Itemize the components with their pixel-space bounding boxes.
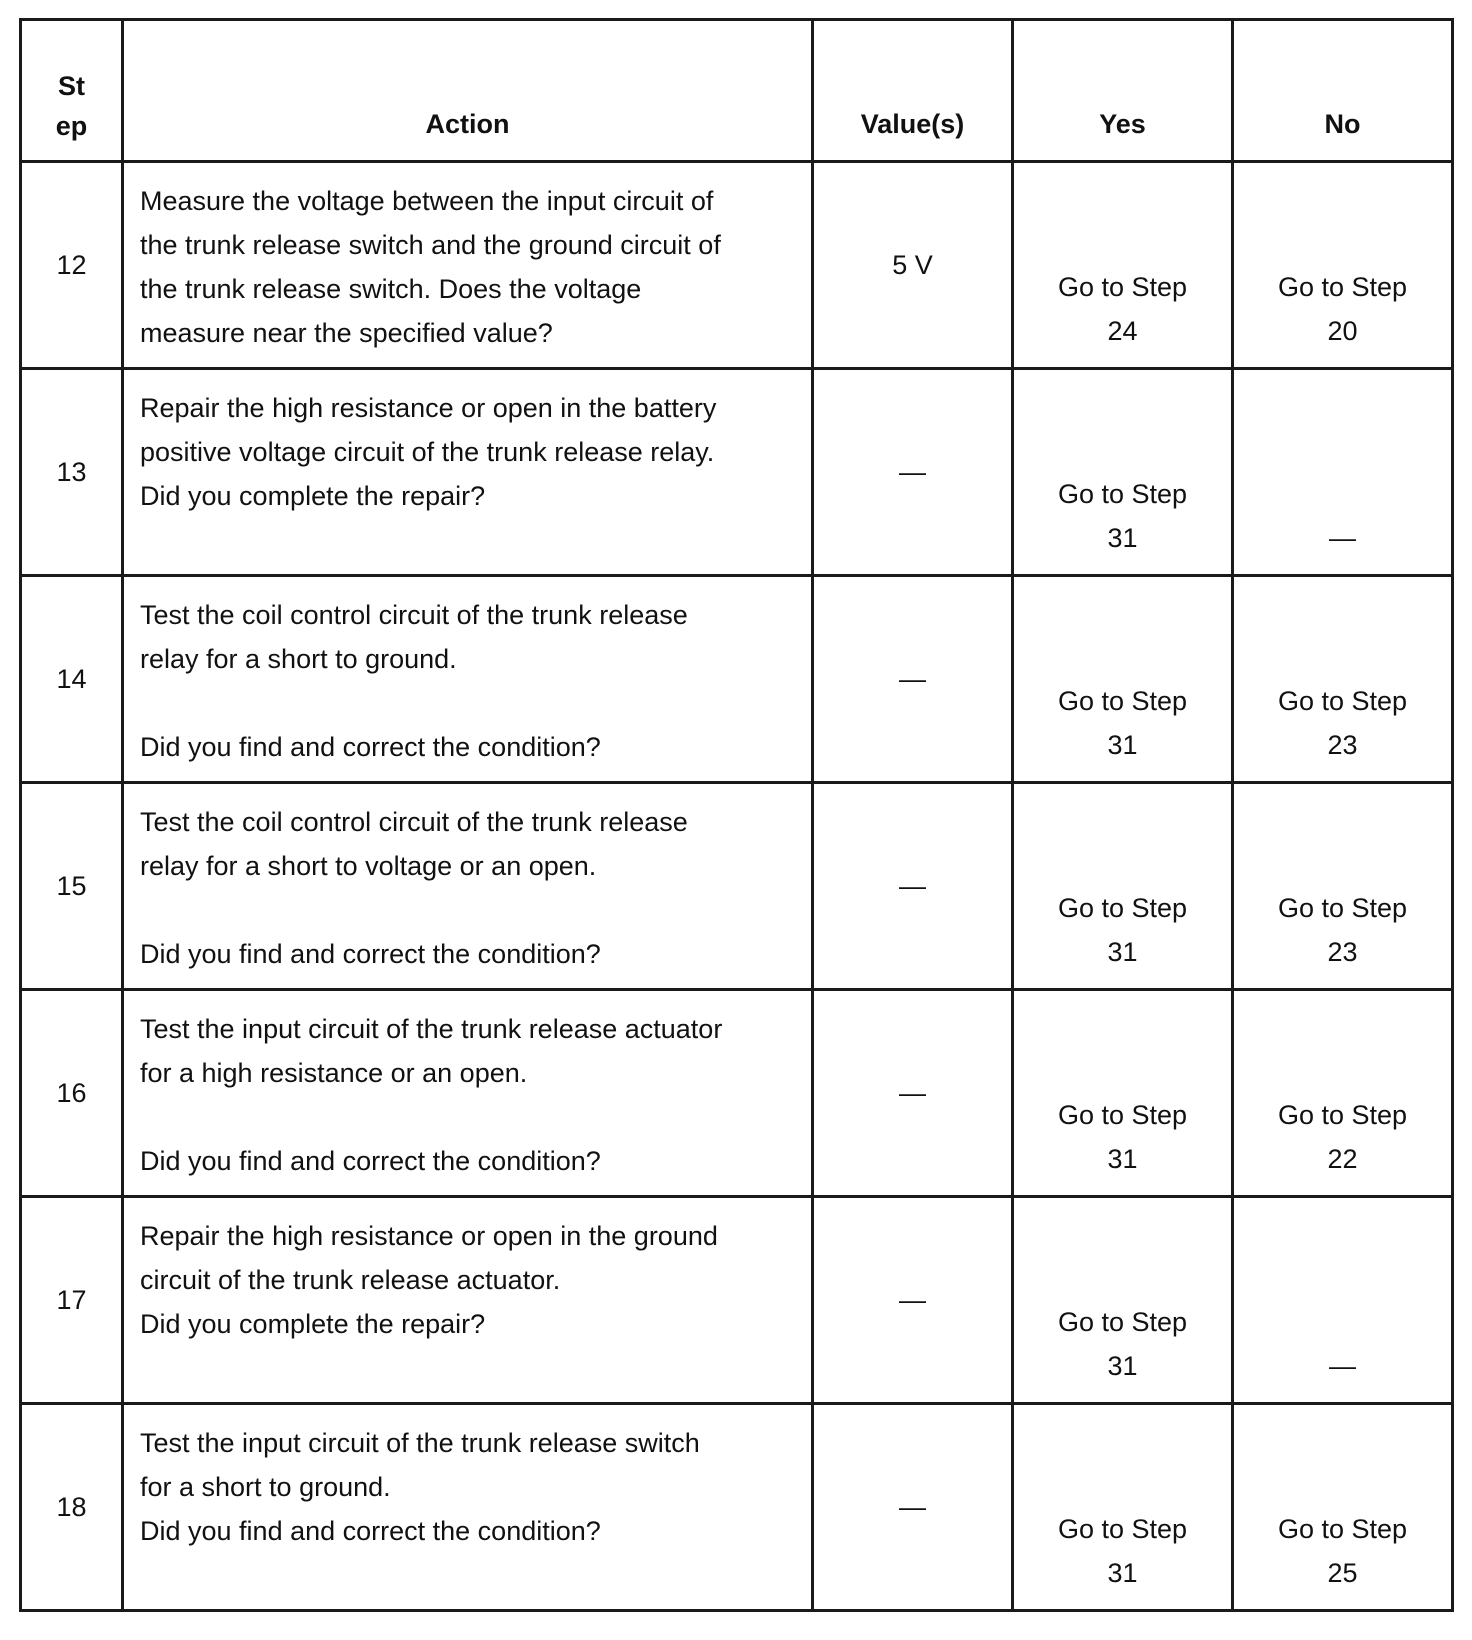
no-cell (1233, 1197, 1453, 1404)
no-text-line: Go to Step (1277, 893, 1408, 923)
action-spacer (140, 1095, 795, 1139)
header-step-line1: St (58, 71, 85, 101)
yes-text-line: Go to Step (1057, 686, 1188, 716)
no-cell (1233, 783, 1453, 990)
value-cell: — (813, 1404, 1013, 1611)
yes-text-line: 31 (1107, 1144, 1138, 1174)
table-row (21, 1404, 1453, 1611)
table-row (21, 369, 1453, 576)
table-row (21, 990, 1453, 1197)
no-text-line: Go to Step (1277, 1514, 1408, 1544)
no-text-line: 23 (1327, 730, 1358, 760)
yes-text-line: 31 (1107, 523, 1138, 553)
header-values: Value(s) (813, 20, 1013, 162)
action-text-line: Repair the high resistance or open in the ground (140, 1221, 718, 1251)
header-step (21, 20, 123, 162)
no-text-line: Go to Step (1277, 1100, 1408, 1130)
step-number: 15 (21, 783, 123, 990)
value-cell: — (813, 990, 1013, 1197)
yes-text-line: 31 (1107, 1558, 1138, 1588)
yes-text-line: 31 (1107, 1351, 1138, 1381)
table-body (21, 162, 1453, 1611)
action-text-line: Test the input circuit of the trunk release switch (140, 1428, 700, 1458)
action-spacer (140, 888, 795, 932)
action-text-line: Did you complete the repair? (140, 1309, 486, 1339)
action-cell (123, 1197, 813, 1404)
no-cell (1233, 369, 1453, 576)
header-step-line2: ep (55, 111, 88, 141)
action-text-line: Repair the high resistance or open in the battery (140, 393, 717, 423)
no-cell (1233, 576, 1453, 783)
action-text-line: for a high resistance or an open. (140, 1058, 528, 1088)
value-cell: — (813, 369, 1013, 576)
step-number: 14 (21, 576, 123, 783)
yes-cell (1013, 990, 1233, 1197)
table-row (21, 576, 1453, 783)
action-text-line: Did you complete the repair? (140, 481, 486, 511)
action-text-line: Did you find and correct the condition? (140, 939, 601, 969)
yes-text-line: Go to Step (1057, 1100, 1188, 1130)
value-cell: — (813, 1197, 1013, 1404)
action-cell (123, 369, 813, 576)
no-text-line: Go to Step (1277, 686, 1408, 716)
action-cell (123, 1404, 813, 1611)
action-text-line: measure near the specified value? (140, 318, 553, 348)
step-number: 18 (21, 1404, 123, 1611)
yes-text-line: Go to Step (1057, 272, 1188, 302)
no-text-line: 20 (1327, 316, 1358, 346)
action-text-line: relay for a short to ground. (140, 644, 457, 674)
table-row (21, 1197, 1453, 1404)
yes-cell (1013, 162, 1233, 369)
action-text-line: Test the coil control circuit of the trunk release (140, 807, 688, 837)
action-cell (123, 783, 813, 990)
action-text-line: for a short to ground. (140, 1472, 391, 1502)
yes-text-line: Go to Step (1057, 1514, 1188, 1544)
table-header-row (21, 20, 1453, 162)
step-number: 16 (21, 990, 123, 1197)
action-spacer (140, 681, 795, 725)
table-row (21, 162, 1453, 369)
no-cell (1233, 162, 1453, 369)
step-number: 17 (21, 1197, 123, 1404)
yes-text-line: 31 (1107, 937, 1138, 967)
yes-text-line: Go to Step (1057, 479, 1188, 509)
yes-cell (1013, 576, 1233, 783)
yes-cell (1013, 783, 1233, 990)
action-cell (123, 990, 813, 1197)
action-text-line: Measure the voltage between the input circuit of (140, 186, 714, 216)
action-cell (123, 576, 813, 783)
no-text-line: Go to Step (1277, 272, 1408, 302)
no-text-line: 22 (1327, 1144, 1358, 1174)
yes-text-line: 24 (1107, 316, 1138, 346)
action-text-line: the trunk release switch and the ground circuit of (140, 230, 721, 260)
action-text-line: Test the input circuit of the trunk release actuator (140, 1014, 723, 1044)
action-text-line: Did you find and correct the condition? (140, 732, 601, 762)
yes-text-line: Go to Step (1057, 1307, 1188, 1337)
header-action: Action (123, 20, 813, 162)
action-text-line: relay for a short to voltage or an open. (140, 851, 597, 881)
header-no: No (1233, 20, 1453, 162)
no-cell (1233, 1404, 1453, 1611)
no-text-line: 23 (1327, 937, 1358, 967)
yes-text-line: Go to Step (1057, 893, 1188, 923)
no-text-line: — (1329, 1351, 1356, 1381)
yes-text-line: 31 (1107, 730, 1138, 760)
action-cell (123, 162, 813, 369)
action-text-line: Did you find and correct the condition? (140, 1516, 601, 1546)
yes-cell (1013, 1404, 1233, 1611)
diagnostic-step-table (19, 18, 1454, 1612)
action-text-line: the trunk release switch. Does the voltage (140, 274, 642, 304)
header-yes: Yes (1013, 20, 1233, 162)
action-text-line: Test the coil control circuit of the trunk release (140, 600, 688, 630)
value-cell: 5 V (813, 162, 1013, 369)
action-text-line: Did you find and correct the condition? (140, 1146, 601, 1176)
yes-cell (1013, 369, 1233, 576)
value-cell: — (813, 783, 1013, 990)
table-row (21, 783, 1453, 990)
step-number: 12 (21, 162, 123, 369)
action-text-line: positive voltage circuit of the trunk release relay. (140, 437, 715, 467)
no-cell (1233, 990, 1453, 1197)
diagnostic-table-container (19, 18, 1451, 1612)
yes-cell (1013, 1197, 1233, 1404)
value-cell: — (813, 576, 1013, 783)
step-number: 13 (21, 369, 123, 576)
no-text-line: 25 (1327, 1558, 1358, 1588)
no-text-line: — (1329, 523, 1356, 553)
action-text-line: circuit of the trunk release actuator. (140, 1265, 561, 1295)
